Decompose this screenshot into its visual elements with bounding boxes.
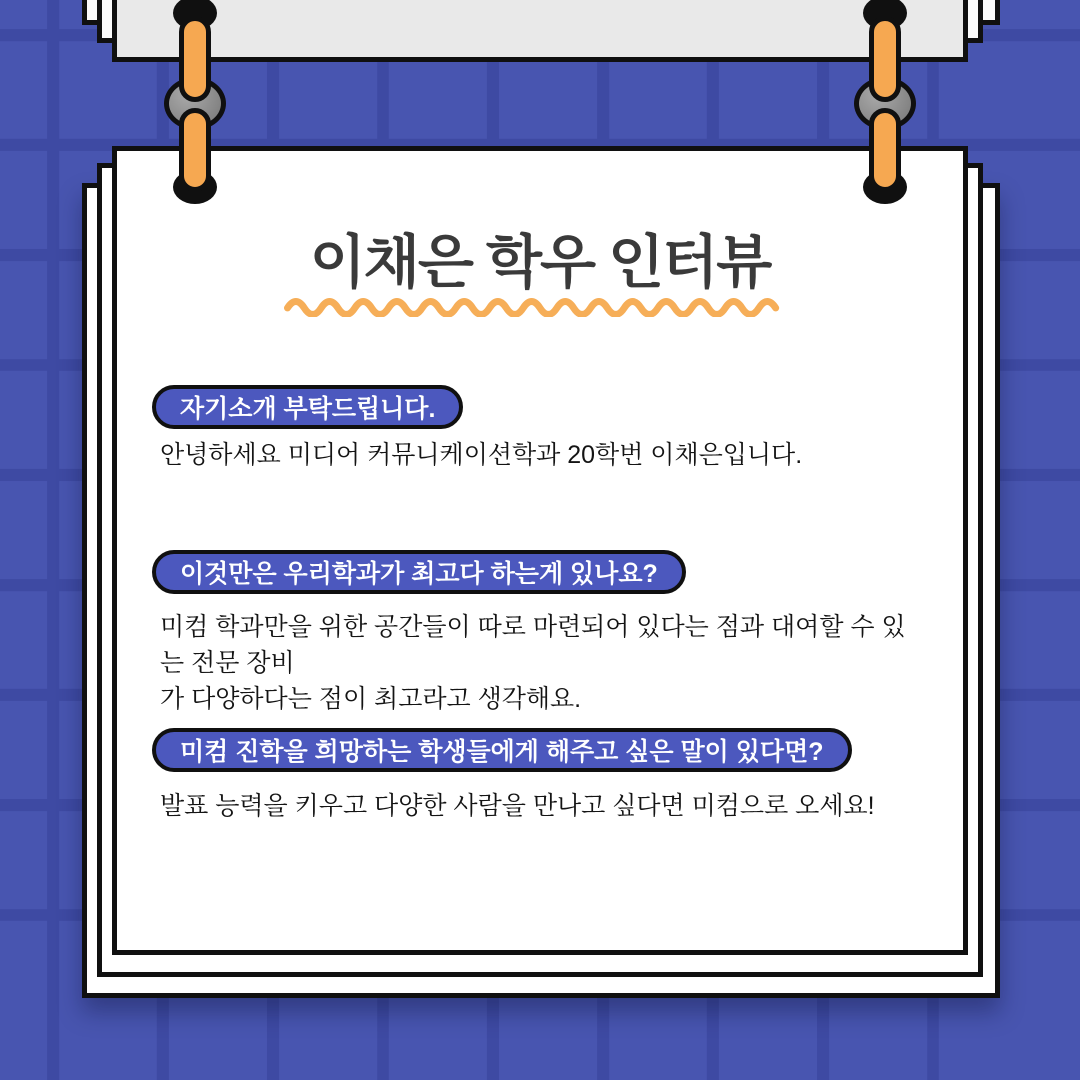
answer-text-2 [152,609,928,717]
page-title: 이채은 학우 인터뷰 [309,230,771,295]
ring-segment-icon [869,108,901,192]
answer-text-1 [152,437,928,473]
ring-segment-icon [179,16,211,102]
binder-ring-left [164,0,226,230]
question-pill-1-wrap [152,385,928,429]
answer-line: 안녕하세요 미디어 커뮤니케이션학과 20학번 이채은입니다. [160,441,803,469]
binder-ring-right [854,0,916,230]
question-pill-2: 이것만은 우리학과가 최고다 하는게 있나요? [152,550,686,594]
question-pill-2-wrap [152,550,928,594]
answer-line: 미컴 학과만을 위한 공간들이 따로 마련되어 있다는 점과 대여할 수 있는 전문 장비 [160,613,906,677]
ring-segment-icon [179,108,211,192]
question-pill-1: 자기소개 부탁드립니다. [152,385,463,429]
question-pill-3-wrap [152,728,928,772]
wavy-underline-icon [283,291,798,317]
answer-line: 가 다양하다는 점이 최고라고 생각해요. [160,685,582,713]
interview-card [112,146,968,955]
card-content [117,151,963,950]
flipped-page [112,0,968,62]
question-pill-3: 미컴 진학을 희망하는 학생들에게 해주고 싶은 말이 있다면? [152,728,852,772]
ring-segment-icon [869,16,901,102]
answer-line: 발표 능력을 키우고 다양한 사람을 만나고 싶다면 미컴으로 오세요! [160,792,875,820]
answer-text-3 [152,788,928,824]
